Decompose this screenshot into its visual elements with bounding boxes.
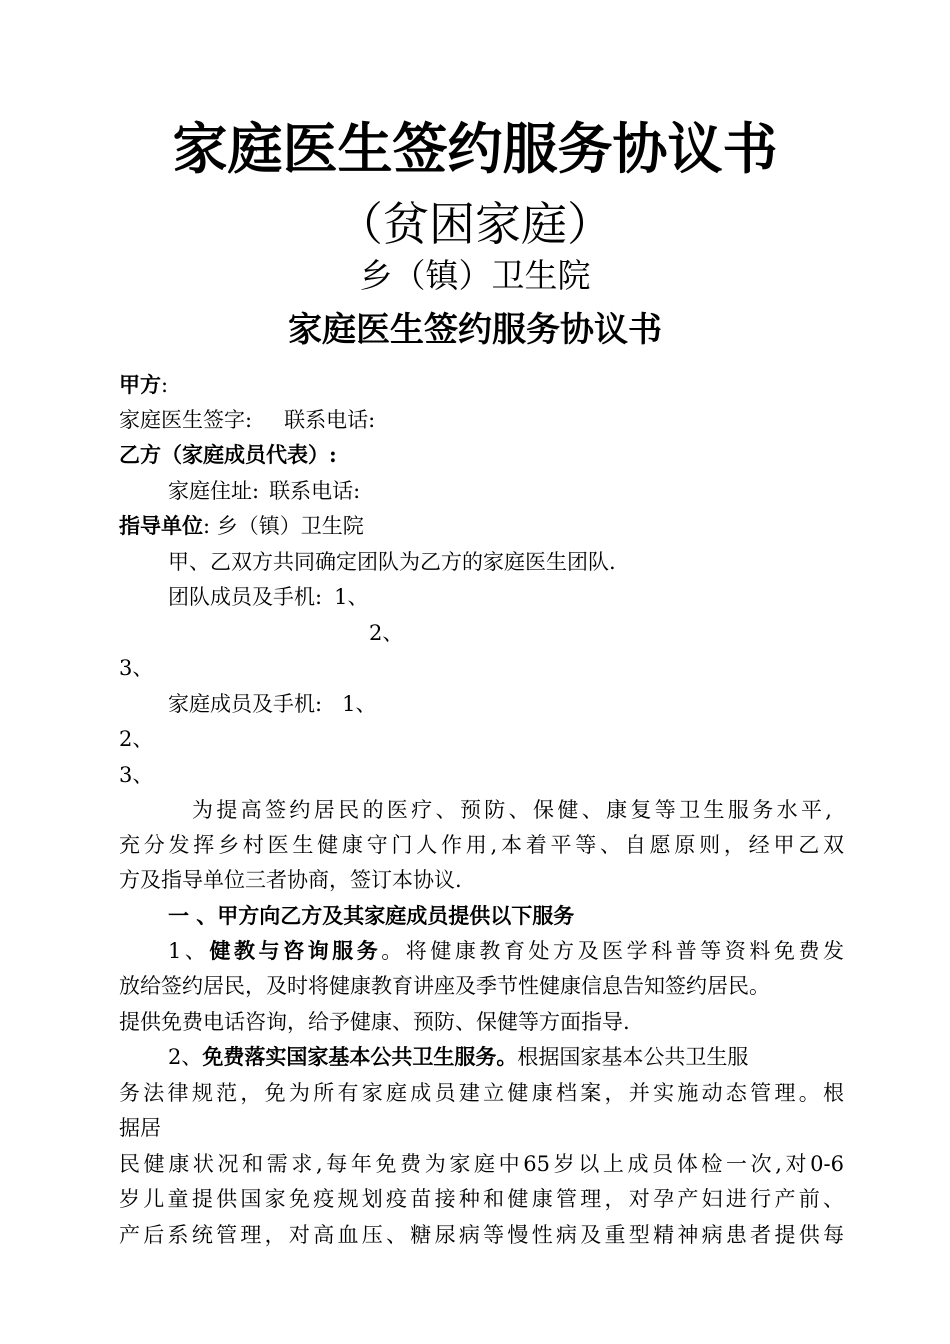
item-2-text: 根据国家基本公共卫生服 [517, 1045, 749, 1069]
doctor-line [119, 405, 375, 435]
item-2-line: 务法律规范，免为所有家庭成员建立健康档案，并实施动态管理。根 [119, 1081, 844, 1105]
family-members-line [168, 689, 376, 719]
party-b-label: 乙方（家庭成员代表）: [119, 442, 337, 467]
agreement-title: 家庭医生签约服务协议书 [288, 310, 662, 350]
party-a-label: 甲方 [119, 372, 161, 397]
party-a-colon: : [161, 373, 169, 397]
section-1-heading: 一 、甲方向乙方及其家庭成员提供以下服务 [168, 903, 575, 928]
intro-paragraph-line: 方及指导单位三者协商，签订本协议. [119, 868, 462, 892]
document-subtitle: （贫困家庭） [337, 197, 613, 251]
team-member-item: 3、 [119, 656, 154, 680]
document-title: 家庭医生签约服务协议书 [172, 117, 778, 181]
item-2-line: 据居 [119, 1116, 161, 1140]
guidance-line [119, 511, 364, 541]
item-1-line [168, 936, 844, 966]
item-1-line: 放给签约居民，及时将健康教育讲座及季节性健康信息告知签约居民。 [119, 974, 770, 998]
family-member-item: 3、 [119, 763, 154, 787]
address-phone-label: 联系电话: [269, 479, 361, 503]
item-1-title: 健教与咨询服务 [209, 938, 382, 963]
item-2-line: 民健康状况和需求,每年免费为家庭中65岁以上成员体检一次,对0-6 [119, 1152, 844, 1176]
item-1-number: 1、 [168, 939, 210, 963]
item-2-line [168, 1042, 748, 1072]
team-statement: 甲、乙双方共同确定团队为乙方的家庭医生团队. [168, 550, 616, 574]
item-2-line: 产后系统管理，对高血压、糖尿病等慢性病及重型精神病患者提供每 [119, 1223, 844, 1247]
family-members-label: 家庭成员及手机: [168, 692, 323, 716]
item-1-line: 提供免费电话咨询，给予健康、预防、保健等方面指导. [119, 1010, 630, 1034]
item-2-title: 免费落实国家基本公共卫生服务。 [202, 1044, 518, 1069]
guidance-label: 指导单位 [119, 513, 203, 538]
intro-paragraph-line: 充分发挥乡村医生健康守门人作用,本着平等、自愿原则，经甲乙双 [119, 833, 844, 857]
family-member-item: 2、 [119, 727, 154, 751]
party-a-line [119, 370, 168, 400]
team-member-item: 1、 [334, 585, 369, 609]
item-2-number: 2、 [168, 1045, 203, 1069]
team-members-line [168, 582, 368, 612]
address-line [168, 476, 360, 506]
organization-line: 乡（镇）卫生院 [359, 256, 591, 295]
address-label: 家庭住址: [168, 479, 260, 503]
intro-paragraph-line: 为提高签约居民的医疗、预防、保健、康复等卫生服务水平, [192, 798, 832, 822]
team-member-item: 2、 [369, 621, 404, 645]
family-member-item: 1、 [342, 692, 377, 716]
team-members-label: 团队成员及手机: [168, 585, 323, 609]
guidance-value: : 乡（镇）卫生院 [203, 514, 364, 538]
doctor-phone-label: 联系电话: [284, 408, 376, 432]
item-2-line: 岁儿童提供国家免疫规划疫苗接种和健康管理，对孕产妇进行产前、 [119, 1187, 844, 1211]
item-1-text: 。将健康教育处方及医学科普等资料免费发 [381, 939, 844, 963]
doctor-signature-label: 家庭医生签字: [119, 408, 253, 432]
